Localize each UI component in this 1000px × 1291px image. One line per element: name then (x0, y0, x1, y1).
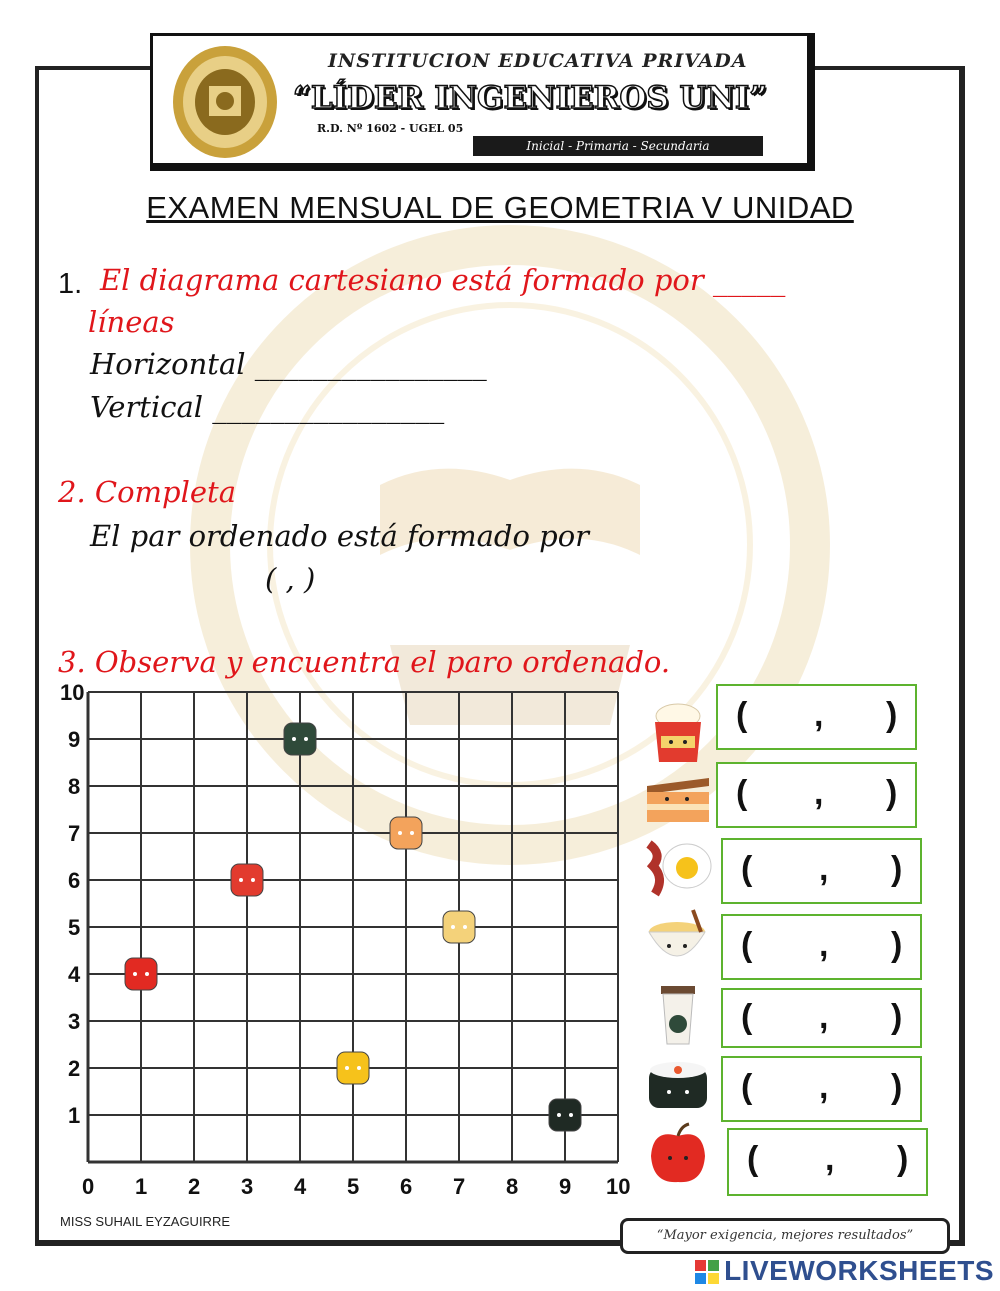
header-school-type: INSTITUCION EDUCATIVA PRIVADA (328, 50, 748, 72)
cartesian-grid-chart (60, 680, 650, 1200)
q2-text: El par ordenado está formado por (90, 519, 590, 553)
answer-box-apple[interactable] (727, 1128, 928, 1196)
x-tick-label: 9 (559, 1174, 572, 1199)
school-motto: “Mayor exigencia, mejores resultados” (620, 1218, 950, 1254)
close-paren: ) (886, 696, 898, 734)
comma: , (819, 1068, 829, 1106)
point-popcorn (231, 864, 263, 896)
q1-text: El diagrama cartesiano está formado por _____ (100, 263, 786, 297)
point-cake (390, 817, 422, 849)
open-paren: ( (741, 926, 753, 964)
apple-icon (643, 1122, 713, 1186)
close-paren: ) (891, 850, 903, 888)
y-tick-label: 8 (68, 774, 81, 799)
x-tick-label: 5 (347, 1174, 360, 1199)
q1-number: 1. (58, 268, 83, 300)
comma: , (819, 850, 829, 888)
x-tick-label: 8 (506, 1174, 519, 1199)
y-tick-label: 1 (68, 1103, 81, 1128)
answer-box-sushi[interactable] (721, 1056, 922, 1122)
y-tick-label: 7 (68, 821, 81, 846)
sushi-icon (643, 1054, 713, 1118)
popcorn-icon (643, 700, 713, 764)
x-tick-label: 7 (453, 1174, 466, 1199)
answer-box-popcorn[interactable] (716, 684, 917, 750)
comma: , (825, 1140, 835, 1178)
close-paren: ) (897, 1140, 909, 1178)
cake-icon (643, 764, 713, 828)
bacon-egg-icon (643, 836, 713, 900)
q2-heading: 2. Completa (58, 475, 236, 509)
q1-vertical-blank[interactable]: Vertical ________________ (90, 390, 445, 424)
header-school-name: “LÍDER INGENIEROS UNI” (293, 80, 768, 116)
x-tick-label: 1 (135, 1174, 148, 1199)
exam-title: EXAMEN MENSUAL DE GEOMETRIA V UNIDAD (146, 190, 854, 225)
answer-box-cake[interactable] (716, 762, 917, 828)
coffee-cup-icon (643, 982, 713, 1046)
point-coffee-cup (284, 723, 316, 755)
answer-box-bacon-egg[interactable] (721, 838, 922, 904)
open-paren: ( (741, 850, 753, 888)
open-paren: ( (741, 998, 753, 1036)
comma: , (814, 696, 824, 734)
teacher-name: MISS SUHAIL EYZAGUIRRE (60, 1214, 230, 1229)
q2-pair-blank[interactable]: ( , ) (265, 562, 316, 596)
y-tick-label: 9 (68, 727, 81, 752)
close-paren: ) (891, 998, 903, 1036)
answer-box-noodle-bowl[interactable] (721, 914, 922, 980)
y-tick-label: 4 (68, 962, 81, 987)
open-paren: ( (736, 774, 748, 812)
x-tick-label: 2 (188, 1174, 201, 1199)
open-paren: ( (741, 1068, 753, 1106)
x-tick-label: 3 (241, 1174, 254, 1199)
point-bacon-and-egg (337, 1052, 369, 1084)
school-header (150, 33, 815, 171)
x-tick-label: 6 (400, 1174, 413, 1199)
liveworksheets-brand[interactable]: LIVEWORKSHEETS (724, 1255, 994, 1286)
comma: , (814, 774, 824, 812)
y-tick-label: 5 (68, 915, 81, 940)
point-noodle-bowl (443, 911, 475, 943)
y-tick-label: 2 (68, 1056, 81, 1081)
school-seal-logo (171, 44, 279, 160)
close-paren: ) (886, 774, 898, 812)
x-tick-label: 0 (82, 1174, 95, 1199)
header-resolution: R.D. Nº 1602 - UGEL 05 (317, 122, 464, 135)
q1-horizontal-blank[interactable]: Horizontal ________________ (90, 347, 487, 381)
open-paren: ( (747, 1140, 759, 1178)
q3-heading: 3. Observa y encuentra el paro ordenado. (58, 645, 671, 679)
y-tick-label: 3 (68, 1009, 81, 1034)
y-tick-label: 6 (68, 868, 81, 893)
noodle-bowl-icon (643, 906, 713, 970)
open-paren: ( (736, 696, 748, 734)
header-levels: Inicial - Primaria - Secundaria (473, 136, 763, 156)
close-paren: ) (891, 926, 903, 964)
q1-text-lines: líneas (88, 305, 175, 339)
point-sushi-roll (549, 1099, 581, 1131)
comma: , (819, 926, 829, 964)
close-paren: ) (891, 1068, 903, 1106)
comma: , (819, 998, 829, 1036)
y-tick-label: 10 (60, 680, 85, 705)
point-apple (125, 958, 157, 990)
x-tick-label: 4 (294, 1174, 307, 1199)
answer-box-coffee-cup[interactable] (721, 988, 922, 1048)
liveworksheets-logo-icon (695, 1260, 719, 1284)
x-tick-label: 10 (606, 1174, 631, 1199)
